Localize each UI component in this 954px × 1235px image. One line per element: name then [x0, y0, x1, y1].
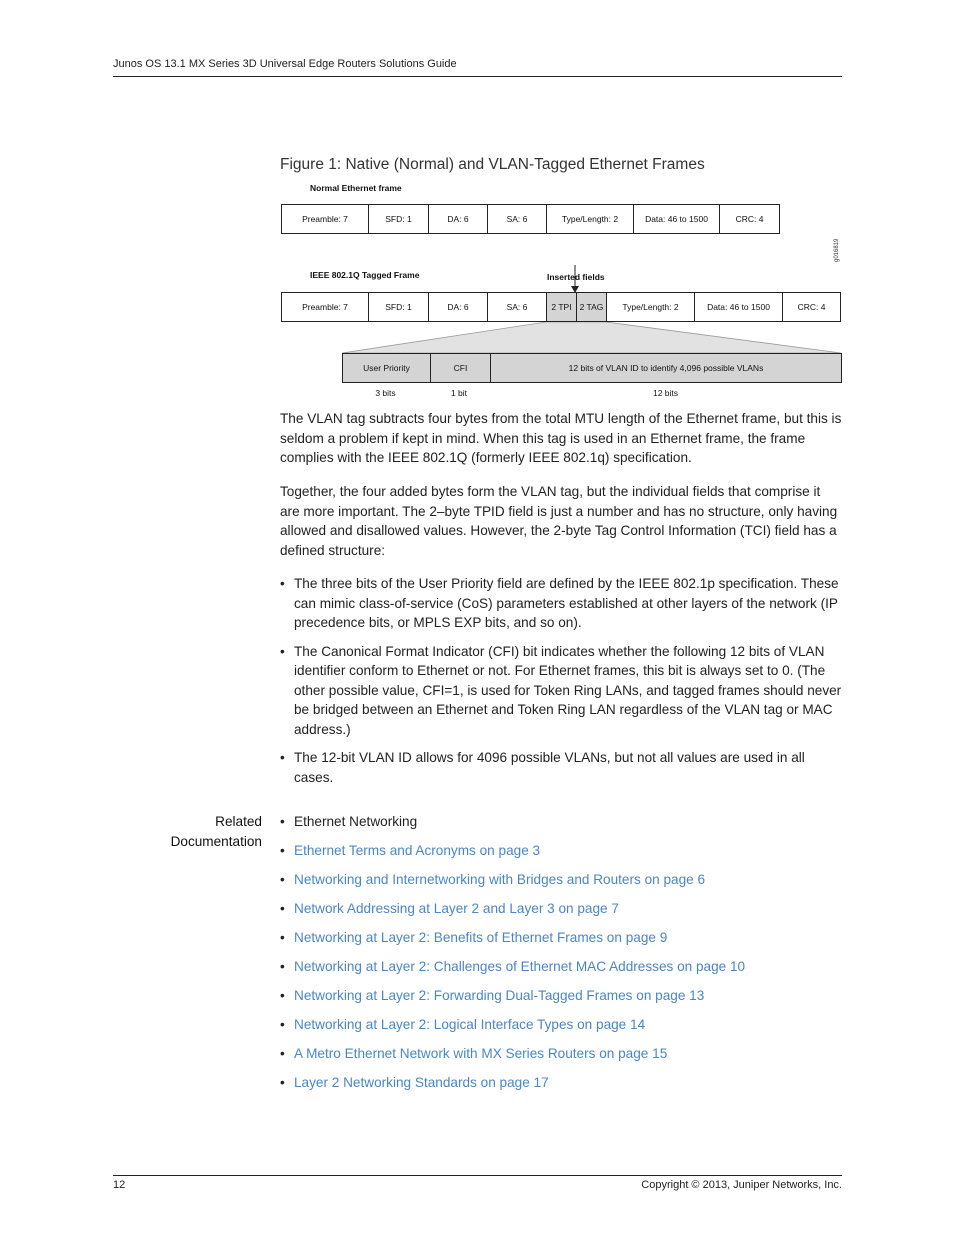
- related-link[interactable]: Networking at Layer 2: Challenges of Ethernet MAC Addresses on page 10: [294, 959, 746, 974]
- bullet-text: The 12-bit VLAN ID allows for 4096 possible VLANs, but not all values are used in all cases.: [294, 750, 805, 785]
- list-item: [280, 1015, 842, 1035]
- tag-bits-vlan-id: 12 bits: [652, 388, 679, 398]
- bullet-dot: •: [280, 959, 285, 974]
- tagged-field-tag: 2 TAG: [576, 293, 606, 321]
- tagged-field-type-length: Type/Length: 2: [606, 293, 694, 321]
- figure-id: g016819: [834, 238, 840, 262]
- list-item: [280, 957, 842, 977]
- list-item: [280, 1044, 842, 1064]
- figure-title: Figure 1: Native (Normal) and VLAN-Tagged Ethernet Frames: [280, 156, 705, 173]
- list-item: [280, 841, 842, 861]
- related-label-line2: Documentation: [170, 833, 262, 849]
- list-item: [280, 1073, 842, 1093]
- tagged-frame-label: IEEE 802.1Q Tagged Frame: [310, 270, 420, 280]
- bullet-dot: •: [280, 872, 285, 887]
- copyright-notice: Copyright © 2013, Juniper Networks, Inc.: [641, 1179, 842, 1191]
- bullet-dot: •: [280, 988, 285, 1003]
- bullet-dot: •: [280, 1017, 285, 1032]
- related-link[interactable]: A Metro Ethernet Network with MX Series Routers on page 15: [294, 1046, 668, 1061]
- normal-field-crc: CRC: 4: [719, 205, 779, 233]
- footer-rule: [113, 1175, 842, 1176]
- inserted-fields-label: Inserted fields: [547, 272, 605, 282]
- list-item: [280, 812, 842, 832]
- bullet-text: The three bits of the User Priority field are defined by the IEEE 802.1p specification. These can mimic class-of-service (CoS) parameters established at other layers of the network (IP precedence bits, or MPLS EXP bits, and so on).: [294, 576, 839, 630]
- tagged-field-preamble: Preamble: 7: [302, 302, 348, 312]
- tag-bits-user-priority: 3 bits: [375, 388, 396, 398]
- related-link[interactable]: Network Addressing at Layer 2 and Layer 3 on page 7: [294, 901, 619, 916]
- tag-field-vlan-id: 12 bits of VLAN ID to identify 4,096 possible VLANs: [490, 354, 841, 382]
- list-item: [280, 986, 842, 1006]
- tag-detail-diagram: [342, 353, 842, 383]
- normal-field-preamble: Preamble: 7: [302, 214, 348, 224]
- tagged-field-da: DA: 6: [428, 293, 487, 321]
- list-item: [280, 748, 842, 787]
- tag-expansion-wedge: [342, 322, 841, 353]
- normal-field-sa: SA: 6: [487, 205, 546, 233]
- tagged-field-sa: SA: 6: [487, 293, 546, 321]
- normal-frame-label: Normal Ethernet frame: [310, 183, 402, 193]
- related-documentation-heading: [140, 812, 262, 851]
- related-link[interactable]: Networking and Internetworking with Bridges and Routers on page 6: [294, 872, 706, 887]
- tagged-field-tpi: 2 TPI: [546, 293, 576, 321]
- bullet-dot: •: [280, 1046, 285, 1061]
- bullet-dot: •: [280, 814, 285, 829]
- related-link[interactable]: Layer 2 Networking Standards on page 17: [294, 1075, 549, 1090]
- normal-field-da: DA: 6: [428, 205, 487, 233]
- tag-field-user-priority: User Priority: [343, 354, 430, 382]
- page-number: 12: [113, 1179, 126, 1191]
- running-header: Junos OS 13.1 MX Series 3D Universal Edge Routers Solutions Guide: [113, 58, 457, 70]
- tag-field-cfi: CFI: [430, 354, 490, 382]
- normal-field-type-length: Type/Length: 2: [546, 205, 633, 233]
- bullet-dot: •: [280, 643, 285, 659]
- related-link[interactable]: Networking at Layer 2: Benefits of Ethernet Frames on page 9: [294, 930, 668, 945]
- body-paragraph-2: Together, the four added bytes form the VLAN tag, but the individual fields that comprise it are more important. The 2–byte TPID field is just a number and has no structure, only having allowed and disallowed values. However, the 2-byte Tag Control Information (TCI) field has a defined structure:: [280, 484, 838, 558]
- related-item-ethernet-networking: Ethernet Networking: [294, 814, 418, 829]
- bullet-dot: •: [280, 843, 285, 858]
- related-link[interactable]: Ethernet Terms and Acronyms on page 3: [294, 843, 541, 858]
- bullet-dot: •: [280, 901, 285, 916]
- bullet-dot: •: [280, 750, 285, 765]
- related-label-line1: Related: [215, 814, 262, 829]
- list-item: [280, 928, 842, 948]
- list-item: [280, 899, 842, 919]
- tagged-field-sfd: SFD: 1: [368, 293, 428, 321]
- list-item: [280, 642, 842, 740]
- bullet-dot: •: [280, 930, 285, 945]
- related-link[interactable]: Networking at Layer 2: Forwarding Dual-Tagged Frames on page 13: [294, 988, 705, 1003]
- list-item: [280, 574, 842, 633]
- normal-field-data: Data: 46 to 1500: [633, 205, 719, 233]
- bullet-dot: •: [280, 576, 285, 591]
- tag-bits-cfi: 1 bit: [450, 388, 468, 398]
- normal-field-sfd: SFD: 1: [368, 205, 428, 233]
- tci-bullet-list: [280, 574, 842, 787]
- bullet-text: The Canonical Format Indicator (CFI) bit indicates whether the following 12 bits of VLAN identifier conform to Ethernet or not. For Ethernet frames, this bit is always set to 0. (The other possible value, CFI=1, is used for Token Ring LANs, and tagged frames should never be bridged between an Ethernet and Token Ring LAN regardless of the VLAN tag or MAC address.): [294, 643, 842, 737]
- list-item: [280, 870, 842, 890]
- bullet-dot: •: [280, 1075, 285, 1090]
- tagged-field-data: Data: 46 to 1500: [694, 293, 782, 321]
- body-paragraph-1: The VLAN tag subtracts four bytes from the total MTU length of the Ethernet frame, but this is seldom a problem if kept in mind. When this tag is used in an Ethernet frame, the frame complies with the IEEE 802.1Q (formerly IEEE 802.1q) specification.: [280, 411, 842, 465]
- related-link[interactable]: Networking at Layer 2: Logical Interface Types on page 14: [294, 1017, 646, 1032]
- tagged-frame-diagram: [281, 292, 841, 322]
- related-links-list: [280, 812, 842, 1102]
- tagged-field-crc: CRC: 4: [782, 293, 840, 321]
